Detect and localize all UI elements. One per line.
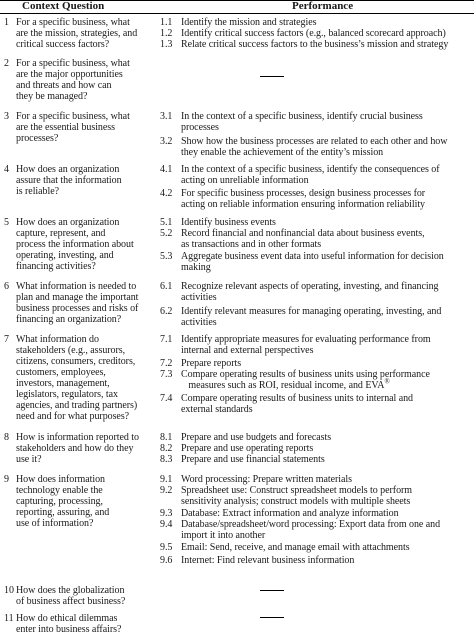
performance-number: 8.2 bbox=[160, 443, 173, 454]
empty-performance-dash bbox=[260, 590, 284, 591]
question-line: customers, employees, bbox=[16, 367, 106, 378]
performance-line: Database: Extract information and analyze information bbox=[181, 508, 399, 519]
performance-number: 7.4 bbox=[160, 393, 173, 404]
performance-number: 6.1 bbox=[160, 281, 173, 292]
question-line: financing activities? bbox=[16, 261, 96, 272]
performance-line: Identify business events bbox=[181, 217, 276, 228]
performance-line: In the context of a specific business, identify crucial business bbox=[181, 111, 423, 122]
performance-line: making bbox=[181, 262, 211, 273]
performance-line: internal and external perspectives bbox=[181, 345, 314, 356]
performance-line: Word processing: Prepare written materials bbox=[181, 474, 352, 485]
question-number: 6 bbox=[4, 281, 9, 292]
performance-number: 7.3 bbox=[160, 369, 173, 380]
question-number: 9 bbox=[4, 474, 9, 485]
performance-number: 5.2 bbox=[160, 228, 173, 239]
performance-line: acting on reliable information ensuring information reliability bbox=[181, 199, 426, 210]
performance-number: 9.5 bbox=[160, 542, 173, 553]
question-number: 5 bbox=[4, 217, 9, 228]
performance-line: For specific business processes, design business processes for bbox=[181, 188, 426, 199]
performance-line: acting on unreliable information bbox=[181, 175, 309, 186]
performance-number: 4.1 bbox=[160, 164, 173, 175]
performance-line: external standards bbox=[181, 404, 253, 415]
performance-line: activities bbox=[181, 292, 217, 303]
performance-line: Email: Send, receive, and manage email with attachments bbox=[181, 542, 410, 553]
performance-line: Prepare and use operating reports bbox=[181, 443, 314, 454]
performance-line: Internet: Find relevant business information bbox=[181, 555, 355, 566]
question-line: business processes and risks of bbox=[16, 303, 139, 314]
performance-number: 5.3 bbox=[160, 251, 173, 262]
question-line: financing an organization? bbox=[16, 314, 122, 325]
performance-number: 8.3 bbox=[160, 454, 173, 465]
header-context-question: Context Question bbox=[22, 0, 105, 12]
question-number: 4 bbox=[4, 164, 9, 175]
question-line: How does an organization bbox=[16, 164, 120, 175]
performance-number: 9.6 bbox=[160, 555, 173, 566]
question-line: How is information reported to bbox=[16, 432, 139, 443]
performance-number: 9.4 bbox=[160, 519, 173, 530]
question-line: process the information about bbox=[16, 239, 134, 250]
question-line: is reliable? bbox=[16, 186, 59, 197]
performance-number: 8.1 bbox=[160, 432, 173, 443]
performance-line: Prepare and use financial statements bbox=[181, 454, 325, 465]
question-number: 8 bbox=[4, 432, 9, 443]
question-line: reporting, assuring, and bbox=[16, 507, 110, 518]
performance-number: 9.2 bbox=[160, 485, 173, 496]
performance-line: Compare operating results of business units to internal and bbox=[181, 393, 414, 404]
question-line: operating, investing, and bbox=[16, 250, 114, 261]
question-line: What information is needed to bbox=[16, 281, 137, 292]
performance-line: Database/spreadsheet/word processing: Export data from one and bbox=[181, 519, 441, 530]
question-number: 2 bbox=[4, 58, 9, 69]
question-line: investors, management, bbox=[16, 378, 110, 389]
performance-line: as transactions and in other formats bbox=[181, 239, 322, 250]
question-number: 7 bbox=[4, 334, 9, 345]
performance-number: 4.2 bbox=[160, 188, 173, 199]
performance-number: 1.1 bbox=[160, 17, 173, 28]
question-line: processes? bbox=[16, 133, 59, 144]
question-line: need and for what purposes? bbox=[16, 411, 130, 422]
performance-line: processes bbox=[181, 122, 219, 133]
question-line: and threats and how can bbox=[16, 80, 112, 91]
question-line: For a specific business, what bbox=[16, 17, 130, 28]
question-line: How does the globalization bbox=[16, 585, 125, 596]
performance-number: 7.2 bbox=[160, 358, 173, 369]
header-performance: Performance bbox=[292, 0, 354, 12]
empty-performance-dash bbox=[260, 617, 284, 618]
question-line: legislators, regulators, tax bbox=[16, 389, 118, 400]
question-line: are the major opportunities bbox=[16, 69, 123, 80]
performance-line-text: measures such as ROI, residual income, and EVA bbox=[181, 380, 385, 391]
question-line: capture, represent, and bbox=[16, 228, 106, 239]
question-line: of business affect business? bbox=[16, 596, 126, 607]
performance-line: Recognize relevant aspects of operating, investing, and financing bbox=[181, 281, 439, 292]
question-line: are the essential business bbox=[16, 122, 115, 133]
performance-line: Identify critical success factors (e.g., balanced scorecard approach) bbox=[181, 28, 446, 39]
performance-line: activities bbox=[181, 317, 217, 328]
registered-mark: ® bbox=[384, 377, 390, 386]
performance-number: 6.2 bbox=[160, 306, 173, 317]
performance-line: Show how the business processes are related to each other and how bbox=[181, 136, 448, 147]
performance-line: In the context of a specific business, identify the consequences of bbox=[181, 164, 440, 175]
question-line: use of information? bbox=[16, 518, 94, 529]
question-line: How does information bbox=[16, 474, 105, 485]
question-line: stakeholders and how do they bbox=[16, 443, 134, 454]
performance-number: 9.3 bbox=[160, 508, 173, 519]
performance-number: 3.2 bbox=[160, 136, 173, 147]
question-line: citizens, consumers, creditors, bbox=[16, 356, 136, 367]
question-line: stakeholders (e.g., assurors, bbox=[16, 345, 126, 356]
performance-line: they enable the achievement of the entity’s mission bbox=[181, 147, 384, 158]
question-line: technology enable the bbox=[16, 485, 103, 496]
question-number: 3 bbox=[4, 111, 9, 122]
question-line: How do ethical dilemmas bbox=[16, 613, 118, 624]
question-number: 11 bbox=[4, 613, 14, 624]
performance-number: 7.1 bbox=[160, 334, 173, 345]
performance-line: sensitivity analysis; construct models with multiple sheets bbox=[181, 496, 411, 507]
question-line: For a specific business, what bbox=[16, 58, 130, 69]
performance-line: Spreadsheet use: Construct spreadsheet models to perform bbox=[181, 485, 413, 496]
performance-number: 3.1 bbox=[160, 111, 173, 122]
question-line: How does an organization bbox=[16, 217, 120, 228]
performance-line: Record financial and nonfinancial data about business events, bbox=[181, 228, 425, 239]
question-line: critical success factors? bbox=[16, 39, 110, 50]
question-line: capturing, processing, bbox=[16, 496, 103, 507]
empty-performance-dash bbox=[260, 76, 284, 77]
performance-line: Identify appropriate measures for evaluating performance from bbox=[181, 334, 431, 345]
performance-number: 9.1 bbox=[160, 474, 173, 485]
question-line: plan and manage the important bbox=[16, 292, 139, 303]
question-line: they be managed? bbox=[16, 91, 88, 102]
performance-line: Aggregate business event data into useful information for decision bbox=[181, 251, 444, 262]
performance-line: Compare operating results of business units using performance bbox=[181, 369, 430, 380]
question-line: What information do bbox=[16, 334, 99, 345]
performance-number: 1.3 bbox=[160, 39, 173, 50]
performance-line: import it into another bbox=[181, 530, 266, 541]
performance-line: Prepare reports bbox=[181, 358, 242, 369]
performance-line: Identify relevant measures for managing operating, investing, and bbox=[181, 306, 442, 317]
question-number: 10 bbox=[4, 585, 14, 596]
performance-number: 1.2 bbox=[160, 28, 173, 39]
performance-number: 5.1 bbox=[160, 217, 173, 228]
performance-line: Relate critical success factors to the business’s mission and strategy bbox=[181, 39, 449, 50]
performance-line: Prepare and use budgets and forecasts bbox=[181, 432, 332, 443]
question-number: 1 bbox=[4, 17, 9, 28]
question-line: enter into business affairs? bbox=[16, 624, 122, 635]
question-line: agencies, and trading partners) bbox=[16, 400, 138, 411]
performance-line: Identify the mission and strategies bbox=[181, 17, 317, 28]
question-line: use it? bbox=[16, 454, 42, 465]
header-rule bbox=[0, 13, 474, 14]
question-line: are the mission, strategies, and bbox=[16, 28, 138, 39]
question-line: For a specific business, what bbox=[16, 111, 130, 122]
question-line: assure that the information bbox=[16, 175, 122, 186]
performance-line bbox=[181, 377, 390, 391]
